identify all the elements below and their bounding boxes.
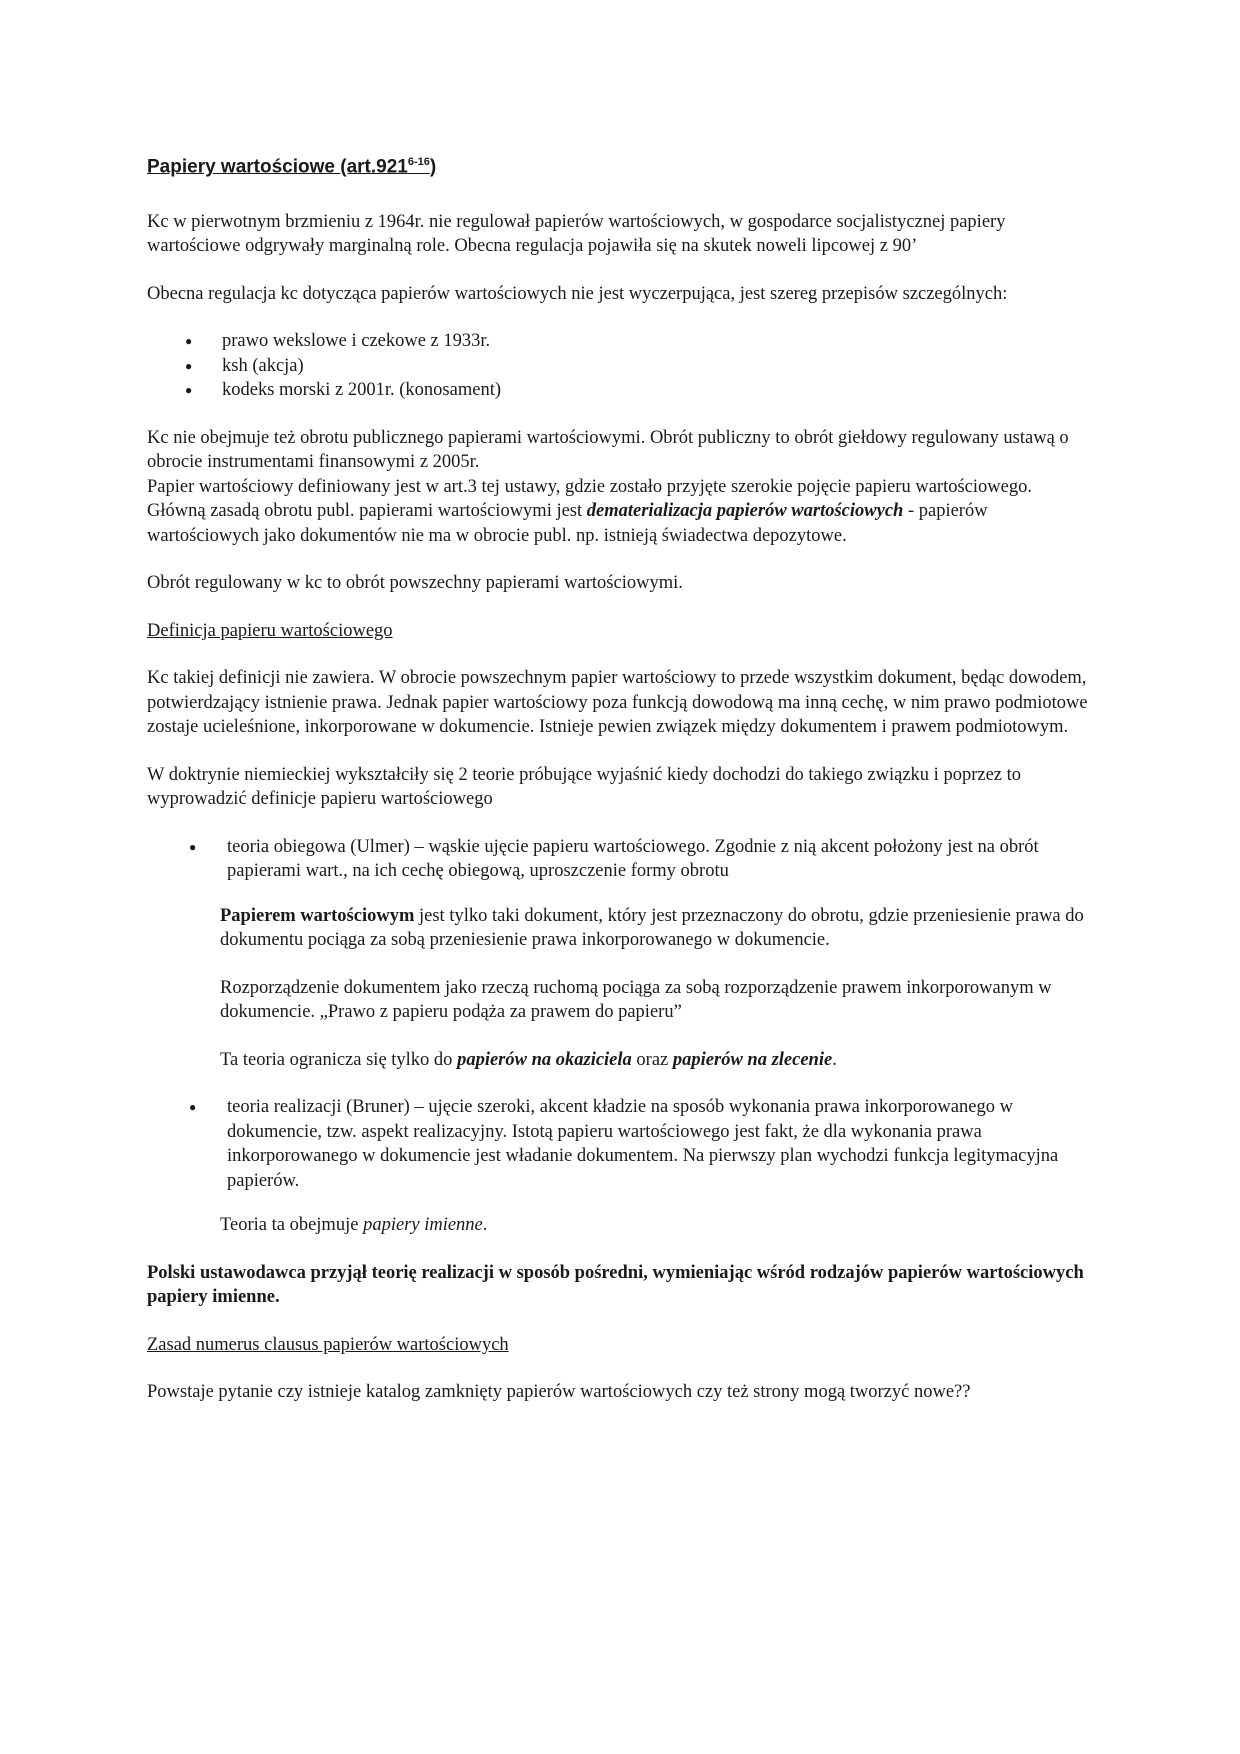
- paragraph-definition-act: Papier wartościowy definiowany jest w art.3 tej ustawy, gdzie zostało przyjęte szerokie pojęcie papieru wartościowego. Główną zasadą obrotu publ. papierami wartościowymi jest dematerializacja papierów wartościowych - papierów wartościowych jako dokumentów nie ma w obrocie publ. np. istnieją świadectwa depozytowe.: [147, 476, 1032, 546]
- paragraph-legislator: Polski ustawodawca przyjął teorię realizacji w sposób pośredni, wymieniając wśród rodzajów papierów wartościowych papiery imienne.: [147, 1262, 1084, 1308]
- list-item: ● prawo wekslowe i czekowe z 1933r.: [147, 329, 1092, 354]
- page-title: Papiery wartościowe (art.921$^{6-16}$): [147, 156, 437, 178]
- paragraph-disposal: Rozporządzenie dokumentem jako rzeczą ruchomą pociąga za sobą rozporządzenie prawem inkorporowanym w dokumencie. „Prawo z papieru podąża za prawem do papieru”: [220, 977, 1052, 1023]
- paragraph-regulation: Obecna regulacja kc dotycząca papierów wartościowych nie jest wyczerpująca, jest szereg przepisów szczególnych:: [147, 283, 1008, 304]
- document-body: [147, 150, 1092, 1428]
- section-heading-definition: Definicja papieru wartościowego: [147, 620, 393, 641]
- paragraph-scope-realization: Teoria ta obejmuje papiery imienne.: [220, 1215, 488, 1236]
- paragraph-question: Powstaje pytanie czy istnieje katalog zamknięty papierów wartościowych czy też strony mogą tworzyć nowe??: [147, 1382, 971, 1403]
- paragraph-public-trade: Kc nie obejmuje też obrotu publicznego papierami wartościowymi. Obrót publiczny to obrót giełdowy regulowany ustawą o obrocie instrumentami finansowymi z 2005r.: [147, 427, 1069, 473]
- paragraph-definition: Kc takiej definicji nie zawiera. W obrocie powszechnym papier wartościowy to przede wszystkim dokument, będąc dowodem, potwierdzający istnienie prawa. Jednak papier wartościowy poza funkcją dowodową ma inną cechę, w nim prawo podmiotowe zostaje ucieleśnione, inkorporowane w dokumencie. Istnieje pewien związek między dokumentem i prawem podmiotowym.: [147, 668, 1088, 738]
- theory-list-1: [147, 835, 1092, 884]
- paragraph-security-definition: Papierem wartościowym jest tylko taki dokument, który jest przeznaczony do obrotu, gdzie przeniesienie prawa do dokumentu pociąga za sobą przeniesienie prawa inkorporowanego w dokumencie.: [220, 905, 1084, 951]
- theory-list-2: [147, 1095, 1092, 1193]
- special-laws-list: [147, 329, 1092, 403]
- section-heading-numerus-clausus: Zasad numerus clausus papierów wartościowych: [147, 1334, 509, 1355]
- paragraph-scope-circulation: Ta teoria ogranicza się tylko do papierów na okaziciela oraz papierów na zlecenie.: [220, 1049, 837, 1070]
- paragraph-intro: Kc w pierwotnym brzmieniu z 1964r. nie regulował papierów wartościowych, w gospodarce socjalistycznej papiery wartościowe odgrywały marginalną role. Obecna regulacja pojawiła się na skutek noweli lipcowej z 90’: [147, 211, 1006, 257]
- list-item: ● ksh (akcja): [147, 354, 1092, 379]
- list-item-realization-theory: ● teoria realizacji (Bruner) – ujęcie szeroki, akcent kładzie na sposób wykonania prawa inkorporowanego w dokumencie, tzw. aspekt realizacyjny. Istotą papieru wartościowego jest fakt, że dla wykonania prawa inkorporowanego w dokumencie jest władanie dokumentem. Na pierwszy plan wychodzi funkcja legitymacyjna papierów.: [147, 1095, 1092, 1193]
- list-item-circulation-theory: ● teoria obiegowa (Ulmer) – wąskie ujęcie papieru wartościowego. Zgodnie z nią akcent położony jest na obrót papierami wart., na ich cechę obiegową, uproszczenie formy obrotu: [147, 835, 1092, 884]
- list-item: ● kodeks morski z 2001r. (konosament): [147, 378, 1092, 403]
- paragraph-general-trade: Obrót regulowany w kc to obrót powszechny papierami wartościowymi.: [147, 573, 683, 594]
- paragraph-theories: W doktrynie niemieckiej wykształciły się 2 teorie próbujące wyjaśnić kiedy dochodzi do takiego związku i poprzez to wyprowadzić definicje papieru wartościowego: [147, 764, 1022, 810]
